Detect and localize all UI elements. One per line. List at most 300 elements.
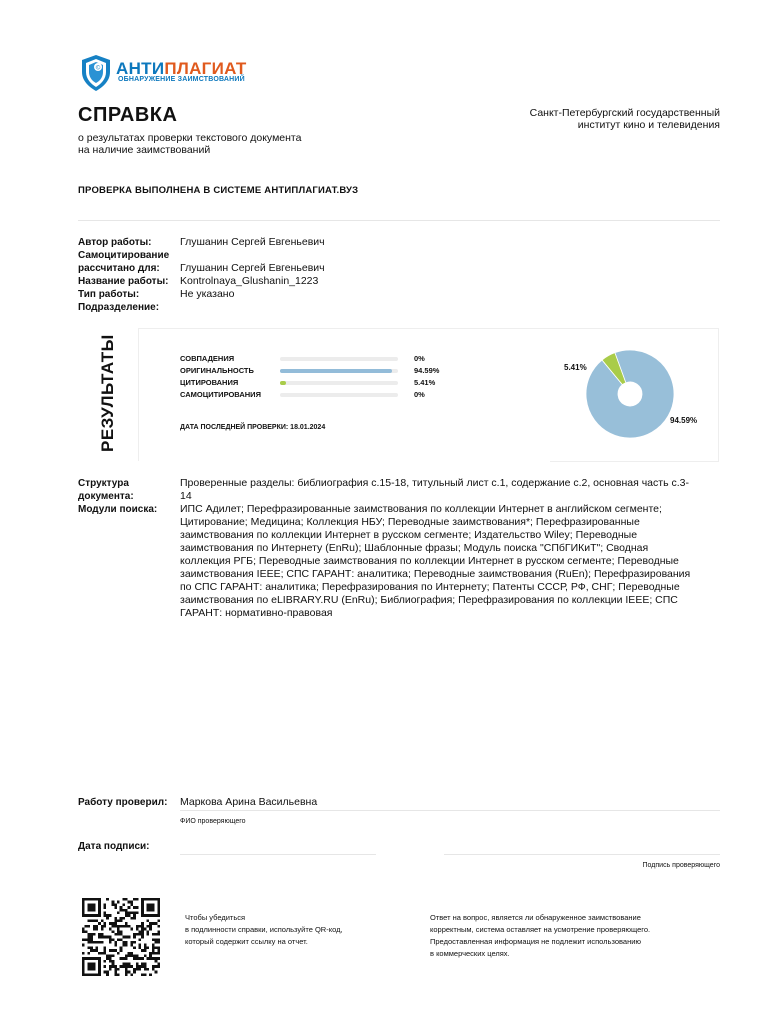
structure-label <box>78 477 134 503</box>
qr-module <box>152 938 155 941</box>
qr-module <box>138 944 141 947</box>
qr-module <box>120 909 123 912</box>
qr-module <box>125 909 128 912</box>
qr-module <box>138 925 141 928</box>
qr-module <box>141 963 144 966</box>
qr-module <box>138 946 141 949</box>
selfcite-value: Глушанин Сергей Евгеньевич <box>180 262 325 274</box>
pie-label-citations: 5.41% <box>564 363 587 372</box>
qr-hint <box>185 912 343 948</box>
qr-module <box>128 954 131 957</box>
work-type-value: Не указано <box>180 288 235 300</box>
work-type-label: Тип работы: <box>78 289 140 300</box>
qr-module <box>114 949 117 952</box>
qr-module <box>85 930 88 933</box>
qr-module <box>114 973 117 976</box>
qr-module <box>90 949 93 952</box>
results-pie-chart <box>580 344 680 444</box>
qr-module <box>117 925 120 928</box>
qr-module <box>133 957 136 960</box>
qr-module <box>87 938 90 941</box>
qr-module <box>109 949 112 952</box>
qr-module <box>117 933 120 936</box>
qr-module <box>112 938 115 941</box>
pie-slice-0 <box>586 350 674 438</box>
qr-module <box>149 957 152 960</box>
qr-module <box>125 973 128 976</box>
qr-module <box>152 946 155 949</box>
qr-module <box>120 925 123 928</box>
qr-module <box>104 952 107 955</box>
qr-hint-line3: который содержит ссылку на отчет. <box>185 937 308 946</box>
qr-module <box>122 957 125 960</box>
qr-module <box>133 968 136 971</box>
qr-module <box>125 941 128 944</box>
qr-module <box>93 928 96 931</box>
qr-module <box>152 952 155 955</box>
checked-by-label: Работу проверил: <box>78 797 168 808</box>
qr-module <box>114 917 117 920</box>
qr-module <box>106 917 109 920</box>
disclaimer-line4: в коммерческих целях. <box>430 949 510 958</box>
qr-module <box>109 957 112 960</box>
qr-module <box>128 963 131 966</box>
qr-module <box>82 944 85 947</box>
disclaimer <box>430 912 650 960</box>
qr-module <box>106 957 109 960</box>
qr-module <box>93 949 96 952</box>
pie-label-originality: 94.59% <box>670 416 698 425</box>
qr-module <box>138 965 141 968</box>
qr-module <box>152 957 155 960</box>
qr-module <box>120 949 123 952</box>
qr-module <box>149 952 152 955</box>
qr-module <box>157 957 160 960</box>
qr-module <box>125 944 128 947</box>
disclaimer-line3: Предоставленная информация не подлежит использованию <box>430 937 642 946</box>
qr-module <box>147 925 150 928</box>
qr-module <box>117 952 120 955</box>
qr-module <box>128 911 131 914</box>
qr-finder-1-core <box>87 903 95 911</box>
modules-label: Модули поиска: <box>78 504 158 515</box>
qr-module <box>109 960 112 963</box>
qr-module <box>109 936 112 939</box>
qr-module <box>87 946 90 949</box>
svg-text:©: © <box>95 64 101 72</box>
qr-module <box>155 941 158 944</box>
qr-module <box>101 928 104 931</box>
qr-module <box>122 963 125 966</box>
qr-module <box>117 901 120 904</box>
qr-module <box>120 957 123 960</box>
qr-module <box>109 965 112 968</box>
qr-module <box>149 922 152 925</box>
qr-module <box>114 920 117 923</box>
qr-module <box>95 941 98 944</box>
qr-module <box>155 922 158 925</box>
qr-module <box>144 973 147 976</box>
qr-module <box>130 944 133 947</box>
logo <box>80 54 260 94</box>
qr-module <box>90 920 93 923</box>
qr-module <box>106 936 109 939</box>
result-value-3: 0% <box>414 390 425 399</box>
qr-module <box>95 920 98 923</box>
qr-module <box>114 925 117 928</box>
checked-by-value: Маркова Арина Васильевна <box>180 796 318 808</box>
qr-module <box>101 925 104 928</box>
qr-module <box>125 965 128 968</box>
qr-module <box>144 949 147 952</box>
qr-module <box>112 963 115 966</box>
modules-value: ИПС Адилет; Перефразированные заимствования по коллекции Интернет в английском сегменте; Цитирование; Медицина; Коллекция НБУ; Переводные заимствования*; Перефразированные заимствования по коллекции Интернет в русском сегменте; Издательство Wiley; Переводные заимствования по Интернету (EnRu); Шаблонные фразы; Модуль поиска "СПбГИКиТ"; Сводная коллекция РГБ; Переводные заимствования по коллекции Интернет в русском сегменте; Переводные заимствования IEEE; СПС ГАРАНТ: аналитика; Переводные заимствования (RuEn); Перефразирования по СПС ГАРАНТ: аналитика; Перефразирования по Интернету; Патенты СССР, РФ, СНГ; Переводные заимствования по eLIBRARY.RU (EnRu); Библиография; Перефразирования по коллекции IEEE; СПС ГАРАНТ: нормативно-правовая <box>180 503 691 619</box>
qr-module <box>157 925 160 928</box>
qr-module <box>104 906 107 909</box>
qr-module <box>125 914 128 917</box>
qr-module <box>141 930 144 933</box>
qr-module <box>155 952 158 955</box>
qr-module <box>122 944 125 947</box>
qr-module <box>106 973 109 976</box>
divider <box>78 220 720 221</box>
qr-module <box>144 963 147 966</box>
qr-module <box>109 938 112 941</box>
qr-module <box>112 925 115 928</box>
qr-module <box>87 925 90 928</box>
qr-module <box>155 938 158 941</box>
qr-hint-line1: Чтобы убедиться <box>185 913 246 922</box>
qr-module <box>106 954 109 957</box>
results-section <box>78 328 720 462</box>
qr-module <box>157 941 160 944</box>
qr-module <box>95 928 98 931</box>
qr-module <box>136 957 139 960</box>
author-value: Глушанин Сергей Евгеньевич <box>180 236 325 248</box>
structure-label-line2: документа: <box>78 491 134 502</box>
qr-module <box>104 925 107 928</box>
qr-module <box>95 925 98 928</box>
checked-by-line <box>180 810 720 811</box>
qr-module <box>157 952 160 955</box>
qr-module <box>136 954 139 957</box>
qr-module <box>114 965 117 968</box>
qr-module <box>114 944 117 947</box>
qr-module <box>130 911 133 914</box>
qr-module <box>109 954 112 957</box>
qr-module <box>133 954 136 957</box>
qr-module <box>114 968 117 971</box>
result-bar-track-0 <box>280 357 398 361</box>
qr-module <box>87 936 90 939</box>
qr-module <box>149 954 152 957</box>
qr-module <box>117 911 120 914</box>
qr-module <box>138 930 141 933</box>
qr-module <box>136 928 139 931</box>
qr-module <box>104 949 107 952</box>
qr-module <box>101 936 104 939</box>
result-bar-track-2 <box>280 381 398 385</box>
qr-module <box>157 946 160 949</box>
qr-module <box>128 914 131 917</box>
qr-module <box>144 954 147 957</box>
last-check-date: ДАТА ПОСЛЕДНЕЙ ПРОВЕРКИ: 18.01.2024 <box>180 424 326 431</box>
qr-module <box>112 903 115 906</box>
qr-module <box>155 946 158 949</box>
qr-module <box>136 911 139 914</box>
qr-module <box>82 930 85 933</box>
results-bars <box>180 354 460 414</box>
qr-module <box>125 898 128 901</box>
qr-module <box>147 957 150 960</box>
qr-code[interactable] <box>82 898 160 976</box>
qr-module <box>147 968 150 971</box>
qr-module <box>133 941 136 944</box>
result-value-1: 94.59% <box>414 366 440 375</box>
qr-module <box>82 928 85 931</box>
qr-module <box>93 933 96 936</box>
qr-module <box>120 965 123 968</box>
qr-module <box>128 936 131 939</box>
qr-finder-2-core <box>147 903 155 911</box>
qr-module <box>128 965 131 968</box>
org-line2: институт кино и телевидения <box>577 119 720 131</box>
qr-module <box>122 898 125 901</box>
qr-module <box>130 954 133 957</box>
fio-caption: ФИО проверяющего <box>180 818 246 825</box>
qr-module <box>155 971 158 974</box>
qr-module <box>157 965 160 968</box>
qr-module <box>155 960 158 963</box>
sign-date-label: Дата подписи: <box>78 841 150 852</box>
qr-module <box>114 903 117 906</box>
qr-module <box>149 925 152 928</box>
qr-module <box>98 933 101 936</box>
qr-module <box>136 906 139 909</box>
org-line1: Санкт-Петербургский государственный <box>529 107 720 119</box>
qr-module <box>141 973 144 976</box>
qr-module <box>117 930 120 933</box>
shield-icon <box>80 54 112 92</box>
qr-module <box>117 973 120 976</box>
qr-module <box>112 901 115 904</box>
qr-module <box>155 965 158 968</box>
qr-module <box>101 941 104 944</box>
qr-module <box>125 936 128 939</box>
qr-module <box>125 911 128 914</box>
result-value-2: 5.41% <box>414 378 436 387</box>
qr-module <box>104 936 107 939</box>
qr-module <box>112 949 115 952</box>
qr-module <box>104 914 107 917</box>
qr-module <box>120 917 123 920</box>
qr-module <box>136 963 139 966</box>
qr-module <box>114 971 117 974</box>
qr-module <box>136 898 139 901</box>
qr-module <box>147 933 150 936</box>
qr-module <box>125 925 128 928</box>
qr-module <box>141 933 144 936</box>
logo-brand-part2: ПЛАГИАТ <box>164 59 247 78</box>
qr-module <box>147 920 150 923</box>
qr-module <box>122 909 125 912</box>
qr-module <box>130 901 133 904</box>
qr-module <box>90 936 93 939</box>
qr-module <box>101 933 104 936</box>
qr-module <box>141 957 144 960</box>
qr-module <box>157 949 160 952</box>
qr-module <box>136 925 139 928</box>
qr-module <box>82 952 85 955</box>
result-label-1: ОРИГИНАЛЬНОСТЬ <box>180 366 254 375</box>
qr-module <box>128 971 131 974</box>
qr-module <box>98 922 101 925</box>
qr-module <box>120 938 123 941</box>
qr-module <box>133 971 136 974</box>
qr-module <box>152 922 155 925</box>
qr-module <box>117 968 120 971</box>
subtitle <box>78 132 301 156</box>
qr-module <box>125 971 128 974</box>
qr-module <box>128 952 131 955</box>
organization <box>530 107 720 131</box>
qr-module <box>144 965 147 968</box>
qr-module <box>144 944 147 947</box>
qr-module <box>120 920 123 923</box>
qr-module <box>152 933 155 936</box>
qr-module <box>130 973 133 976</box>
qr-module <box>130 965 133 968</box>
qr-module <box>104 922 107 925</box>
qr-module <box>152 968 155 971</box>
qr-module <box>120 906 123 909</box>
qr-module <box>141 936 144 939</box>
qr-module <box>87 941 90 944</box>
qr-module <box>109 914 112 917</box>
qr-module <box>101 920 104 923</box>
qr-module <box>122 941 125 944</box>
qr-module <box>147 930 150 933</box>
qr-module <box>104 911 107 914</box>
qr-module <box>101 952 104 955</box>
qr-hint-line2: в подлинности справки, используйте QR-код, <box>185 925 343 934</box>
qr-module <box>87 920 90 923</box>
qr-module <box>141 928 144 931</box>
qr-module <box>109 928 112 931</box>
qr-module <box>104 971 107 974</box>
qr-module <box>125 963 128 966</box>
signature-line <box>444 854 720 855</box>
qr-module <box>136 968 139 971</box>
qr-module <box>120 946 123 949</box>
qr-module <box>122 925 125 928</box>
qr-module <box>133 914 136 917</box>
qr-module <box>90 946 93 949</box>
qr-module <box>122 903 125 906</box>
qr-module <box>133 898 136 901</box>
qr-module <box>112 930 115 933</box>
qr-module <box>130 928 133 931</box>
qr-module <box>104 903 107 906</box>
qr-module <box>104 960 107 963</box>
qr-module <box>141 922 144 925</box>
qr-module <box>85 938 88 941</box>
page-title: СПРАВКА <box>78 104 178 126</box>
result-label-3: САМОЦИТИРОВАНИЯ <box>180 390 261 399</box>
qr-module <box>130 941 133 944</box>
qr-module <box>122 917 125 920</box>
results-heading: РЕЗУЛЬТАТЫ <box>98 334 117 452</box>
qr-module <box>85 925 88 928</box>
sign-date-line <box>180 854 376 855</box>
qr-module <box>98 936 101 939</box>
qr-module <box>149 973 152 976</box>
qr-module <box>155 957 158 960</box>
qr-module <box>157 938 160 941</box>
qr-module <box>141 965 144 968</box>
qr-module <box>112 954 115 957</box>
result-label-2: ЦИТИРОВАНИЯ <box>180 378 239 387</box>
qr-module <box>128 901 131 904</box>
structure-value: Проверенные разделы: библиография с.15-18, титульный лист с.1, содержание с.2, основная часть с.3-14 <box>180 477 689 502</box>
qr-module <box>106 898 109 901</box>
selfcite-label-1: Самоцитирование <box>78 250 170 261</box>
result-bar-fill-1 <box>280 369 392 373</box>
qr-module <box>130 917 133 920</box>
check-system-heading: ПРОВЕРКА ВЫПОЛНЕНА В СИСТЕМЕ АНТИПЛАГИАТ.ВУЗ <box>78 185 359 196</box>
result-label-0: СОВПАДЕНИЯ <box>180 354 235 363</box>
qr-module <box>122 936 125 939</box>
qr-module <box>98 952 101 955</box>
qr-module <box>138 938 141 941</box>
qr-module <box>117 928 120 931</box>
qr-module <box>138 968 141 971</box>
work-title-label: Название работы: <box>78 276 169 287</box>
qr-module <box>90 941 93 944</box>
qr-module <box>144 928 147 931</box>
logo-brand-part1: АНТИ <box>116 59 165 78</box>
qr-module <box>125 968 128 971</box>
structure-label-line1: Структура <box>78 478 129 489</box>
result-bar-track-1 <box>280 369 398 373</box>
qr-module <box>141 949 144 952</box>
qr-module <box>136 965 139 968</box>
qr-module <box>157 963 160 966</box>
qr-module <box>90 933 93 936</box>
qr-module <box>149 928 152 931</box>
qr-module <box>117 920 120 923</box>
qr-module <box>125 957 128 960</box>
qr-module <box>125 954 128 957</box>
qr-module <box>114 922 117 925</box>
qr-module <box>104 946 107 949</box>
work-title-value: Kontrolnaya_Glushanin_1223 <box>180 275 319 287</box>
qr-module <box>117 938 120 941</box>
qr-module <box>133 946 136 949</box>
qr-module <box>157 933 160 936</box>
qr-module <box>93 941 96 944</box>
qr-module <box>104 965 107 968</box>
signature-caption: Подпись проверяющего <box>642 862 720 869</box>
qr-module <box>130 952 133 955</box>
qr-module <box>122 965 125 968</box>
qr-finder-3-core <box>87 963 95 971</box>
qr-module <box>87 933 90 936</box>
qr-module <box>109 941 112 944</box>
qr-module <box>138 933 141 936</box>
disclaimer-line2: корректным, система оставляет на усмотрение проверяющего. <box>430 925 651 934</box>
result-bar-track-3 <box>280 393 398 397</box>
